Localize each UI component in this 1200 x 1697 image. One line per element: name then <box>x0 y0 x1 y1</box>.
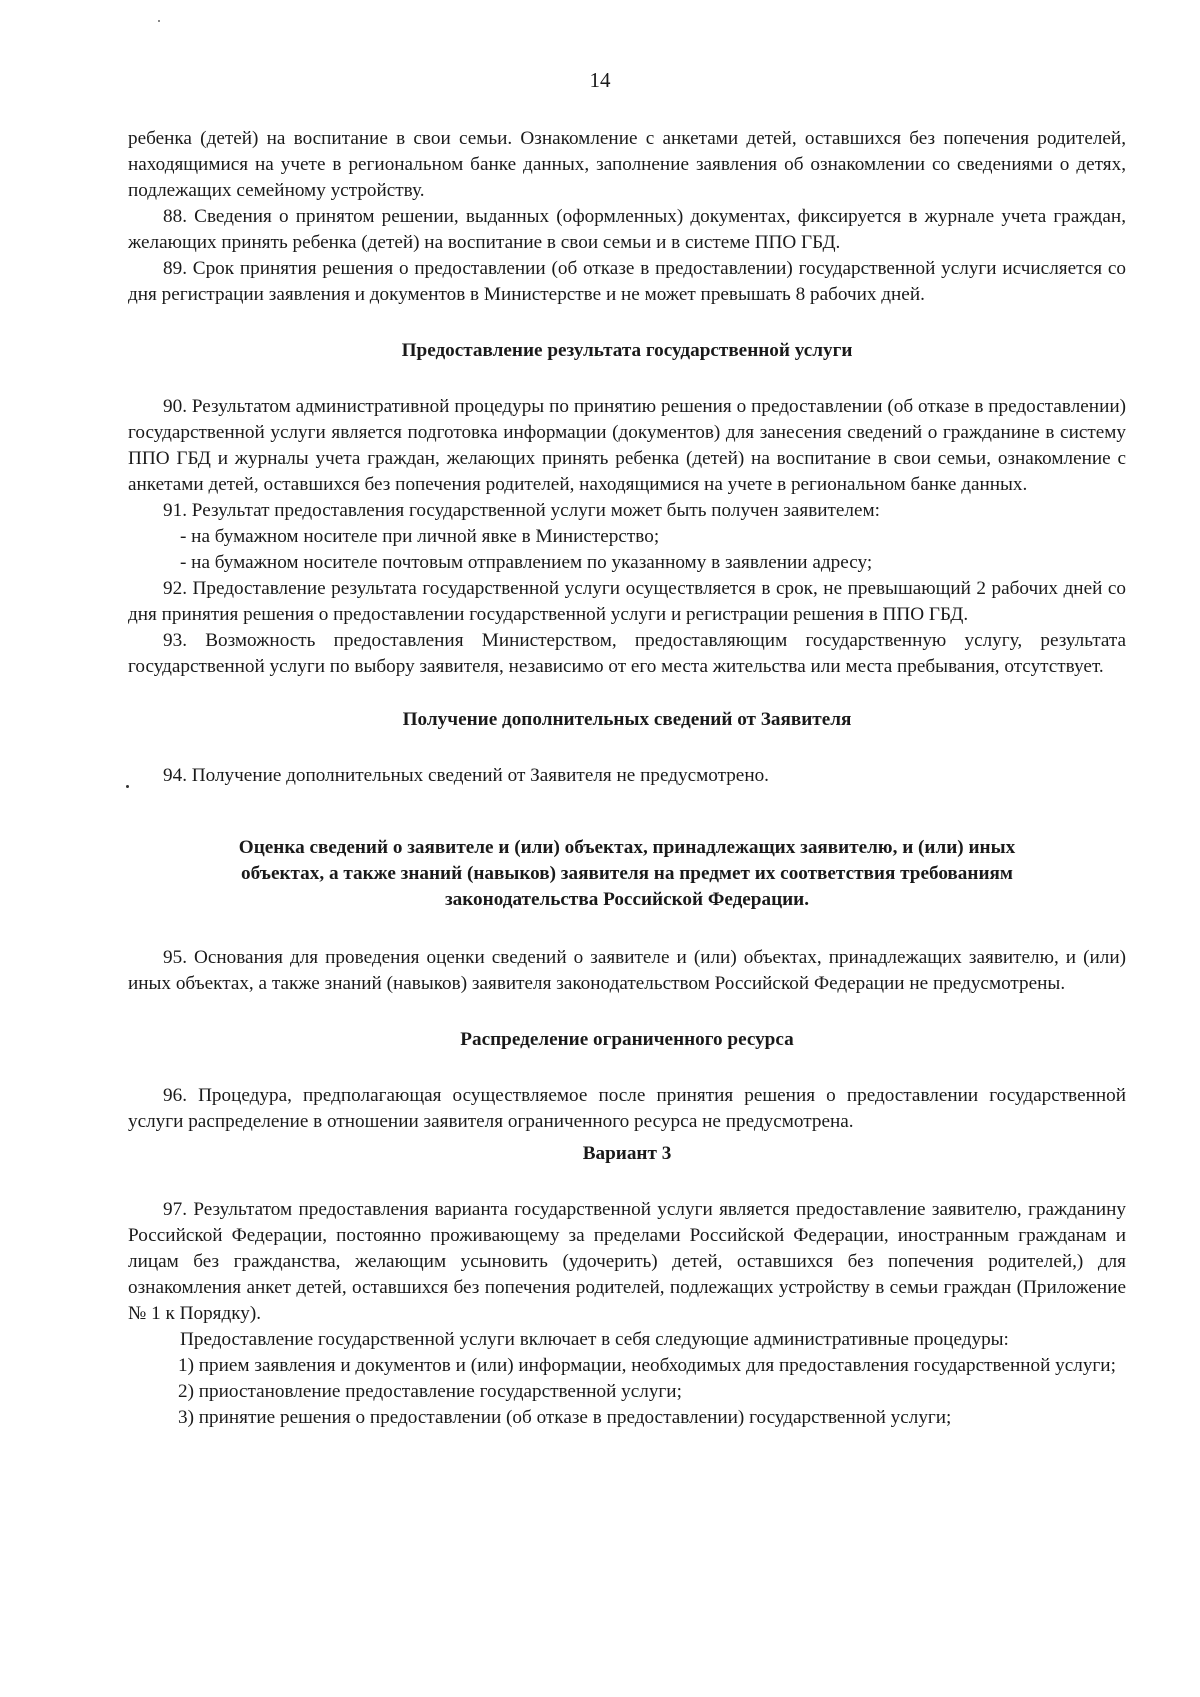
paragraph-88: 88. Сведения о принятом решении, выданных (оформленных) документах, фиксируется в журнале учета граждан, желающих принять ребенка (детей) на воспитание в свои семьи и в системе ППО ГБД. <box>128 206 1126 253</box>
paragraph-95: 95. Основания для проведения оценки сведений о заявителе и (или) объектах, принадлежащих заявителю, и (или) иных объектах, а также знаний (навыков) заявителя законодательством Российской Федерации не предусмотрены. <box>128 947 1126 994</box>
paragraph-90: 90. Результатом административной процедуры по принятию решения о предоставлении (об отказе в предоставлении) государственной услуги является подготовка информации (документов) для занесения сведений о гражданине в систему ППО ГБД и журналы учета граждан, желающих принять ребенка (детей) на воспитание в свои семьи, ознакомление с анкетами детей, оставшихся без попечения родителей, находящимися на учете в региональном банке данных. <box>128 396 1126 495</box>
paragraph-97: 97. Результатом предоставления варианта государственной услуги является предоставление заявителю, гражданину Российской Федерации, постоянно проживающему за пределами Российской Федерации, иностранным гражданам и лицам без гражданства, желающим усыновить (удочерить) детей, оставшихся без попечения родителей,) для ознакомления анкет детей, оставшихся без попечения родителей, подлежащих устройству в семьи граждан (Приложение № 1 к Порядку). <box>128 1199 1126 1324</box>
list-item: 1) прием заявления и документов и (или) информации, необходимых для предоставления государственной услуги; <box>178 1355 1116 1376</box>
list-item-91b: - на бумажном носителе почтовым отправлением по указанному в заявлении адресу; <box>180 552 873 573</box>
scan-speck <box>158 20 160 22</box>
heading-result: Предоставление результата государственной услуги <box>401 340 853 361</box>
list-item: 3) принятие решения о предоставлении (об отказе в предоставлении) государственной услуги; <box>178 1407 952 1428</box>
paragraph-93: 93. Возможность предоставления Министерством, предоставляющим государственную услугу, результата государственной услуги по выбору заявителя, независимо от его места жительства или места пребывания, отсутствует. <box>128 630 1126 677</box>
heading-distribution: Распределение ограниченного ресурса <box>460 1029 794 1050</box>
paragraph-intro: ребенка (детей) на воспитание в свои семьи. Ознакомление с анкетами детей, оставшихся без попечения родителей, находящимися на учете в региональном банке данных, заполнение заявления об ознакомлении со сведениями о детях, подлежащих семейному устройству. <box>128 128 1126 201</box>
heading-additional-info: Получение дополнительных сведений от Заявителя <box>402 709 852 730</box>
paragraph-procedures: Предоставление государственной услуги включает в себя следующие административные процедуры: <box>180 1329 1009 1350</box>
paragraph-91: 91. Результат предоставления государственной услуги может быть получен заявителем: <box>163 500 880 521</box>
page-number: 14 <box>589 68 611 92</box>
paragraph-94: 94. Получение дополнительных сведений от Заявителя не предусмотрено. <box>163 765 769 786</box>
heading-variant: Вариант 3 <box>582 1143 672 1164</box>
paragraph-89: 89. Срок принятия решения о предоставлении (об отказе в предоставлении) государственной услуги исчисляется со дня регистрации заявления и документов в Министерстве и не может превышать 8 рабочих дней. <box>128 258 1126 305</box>
paragraph-96: 96. Процедура, предполагающая осуществляемое после принятия решения о предоставлении государственной услуги распределение в отношении заявителя ограниченного ресурса не предусмотрена. <box>128 1085 1126 1132</box>
list-item-91a: - на бумажном носителе при личной явке в Министерство; <box>180 526 660 547</box>
document-body <box>128 126 1126 1431</box>
list-item: 2) приостановление предоставление государственной услуги; <box>178 1381 682 1402</box>
heading-assessment: Оценка сведений о заявителе и (или) объектах, принадлежащих заявителю, и (или) иных объектах, а также знаний (навыков) заявителя на предмет их соответствия требованиям законодательства Российской Федерации. <box>238 837 1016 910</box>
paragraph-92: 92. Предоставление результата государственной услуги осуществляется в срок, не превышающий 2 рабочих дней со дня принятия решения о предоставлении государственной услуги и регистрации решения в ППО ГБД. <box>128 578 1126 625</box>
